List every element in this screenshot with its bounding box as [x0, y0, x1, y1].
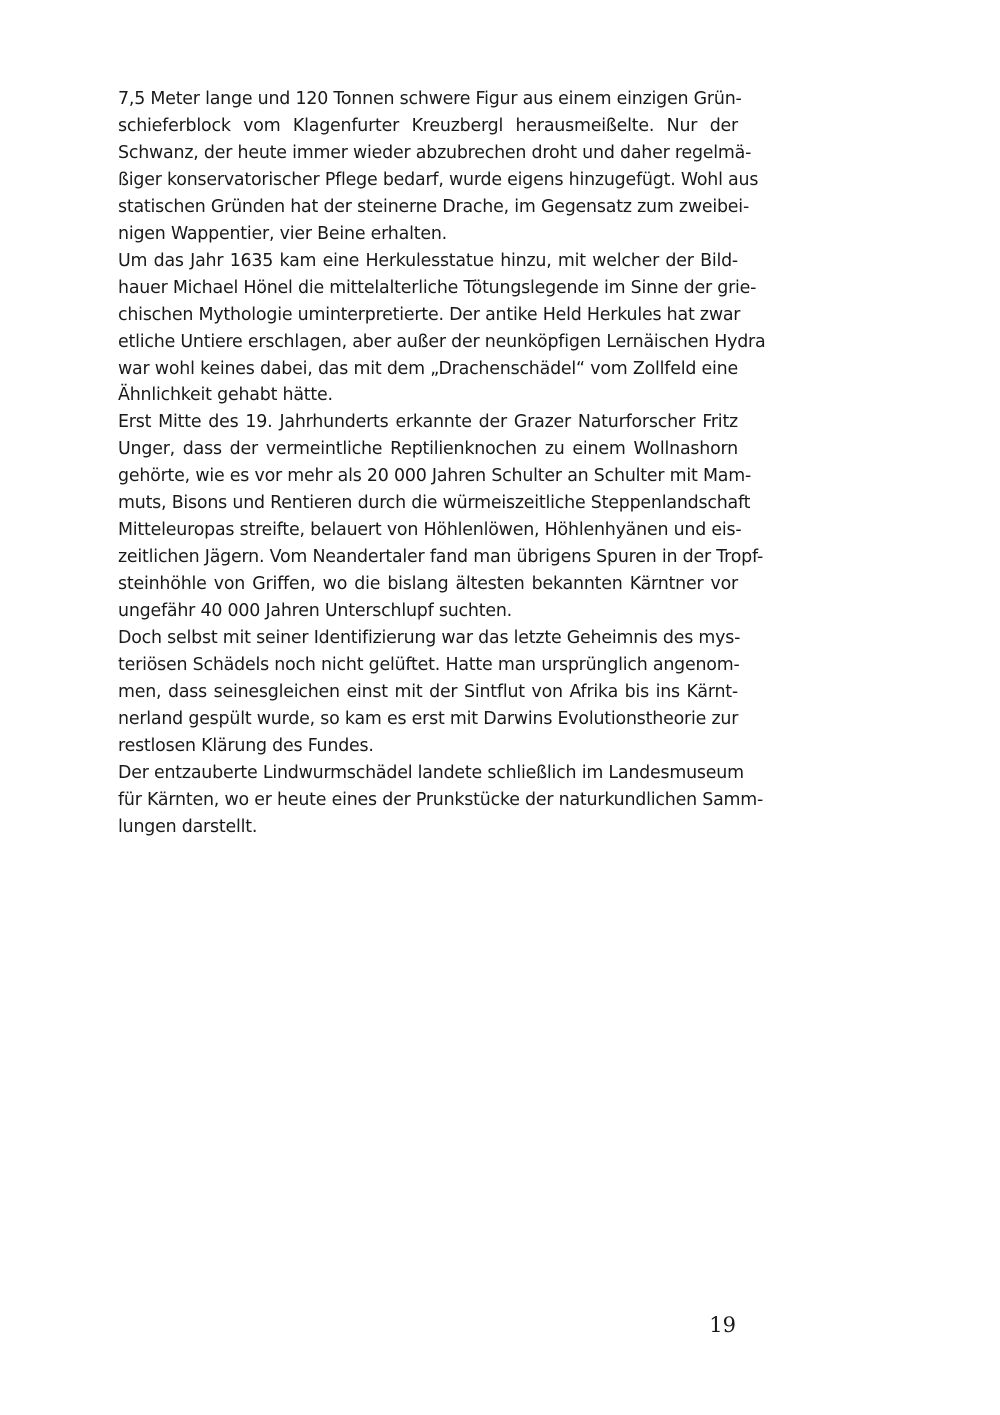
text-line: war wohl keines dabei, das mit dem „Drachenschädel“ vom Zollfeld eine	[118, 358, 738, 379]
text-line: Um das Jahr 1635 kam eine Herkulesstatue hinzu, mit welcher der Bild-	[118, 250, 738, 271]
paragraph-wollnashorn	[118, 409, 764, 625]
text-line: restlosen Klärung des Fundes.	[118, 735, 374, 756]
text-line: gehörte, wie es vor mehr als 20 000 Jahren Schulter an Schulter mit Mam-	[118, 466, 752, 487]
text-line: zeitlichen Jägern. Vom Neandertaler fand man übrigens Spuren in der Tropf-	[118, 547, 764, 568]
text-line: Erst Mitte des 19. Jahrhunderts erkannte der Grazer Naturforscher Fritz	[118, 412, 738, 433]
text-line: muts, Bisons und Rentieren durch die würmeiszeitliche Steppenlandschaft	[118, 493, 751, 514]
paragraph-landesmuseum	[118, 760, 764, 841]
text-line: teriösen Schädels noch nicht gelüftet. Hatte man ursprünglich angenom-	[118, 655, 740, 676]
page-number: 19	[709, 1313, 736, 1337]
text-line: Unger, dass der vermeintliche Reptilienknochen zu einem Wollnashorn	[118, 439, 738, 460]
text-line: Der entzauberte Lindwurmschädel landete schließlich im Landesmuseum	[118, 762, 744, 783]
text-line: Schwanz, der heute immer wieder abzubrechen droht und daher regelmä-	[118, 142, 752, 163]
text-line: nigen Wappentier, vier Beine erhalten.	[118, 223, 447, 244]
text-line: schieferblock vom Klagenfurter Kreuzbergl herausmeißelte. Nur der	[118, 115, 738, 136]
text-line: hauer Michael Hönel die mittelalterliche Tötungslegende im Sinne der grie-	[118, 277, 757, 298]
body-text	[118, 86, 766, 841]
text-line: Doch selbst mit seiner Identifizierung war das letzte Geheimnis des mys-	[118, 628, 741, 649]
text-line: ungefähr 40 000 Jahren Unterschlupf suchten.	[118, 601, 513, 622]
text-line: men, dass seinesgleichen einst mit der Sintflut von Afrika bis ins Kärnt-	[118, 681, 738, 702]
text-line: lungen darstellt.	[118, 816, 258, 837]
text-line: 7,5 Meter lange und 120 Tonnen schwere Figur aus einem einzigen Grün-	[118, 89, 742, 109]
text-line: Ähnlichkeit gehabt hätte.	[118, 385, 333, 406]
text-line: chischen Mythologie uminterpretierte. Der antike Held Herkules hat zwar	[118, 304, 741, 325]
paragraph-lindwurm-figure	[118, 86, 759, 248]
text-line: steinhöhle von Griffen, wo die bislang ältesten bekannten Kärntner vor	[118, 574, 738, 595]
text-line: ßiger konservatorischer Pflege bedarf, wurde eigens hinzugefügt. Wohl aus	[118, 169, 759, 190]
text-line: für Kärnten, wo er heute eines der Prunkstücke der naturkundlichen Samm-	[118, 789, 764, 810]
text-line: statischen Gründen hat der steinerne Drache, im Gegensatz zum zweibei-	[118, 196, 750, 217]
text-line: etliche Untiere erschlagen, aber außer der neunköpfigen Lernäischen Hydra	[118, 331, 766, 352]
paragraph-herkules-statue	[118, 248, 766, 410]
text-line: Mitteleuropas streifte, belauert von Höhlenlöwen, Höhlenhyänen und eis-	[118, 520, 742, 541]
text-line: nerland gespült wurde, so kam es erst mit Darwins Evolutionstheorie zur	[118, 708, 739, 729]
paragraph-geheimnis	[118, 625, 741, 760]
